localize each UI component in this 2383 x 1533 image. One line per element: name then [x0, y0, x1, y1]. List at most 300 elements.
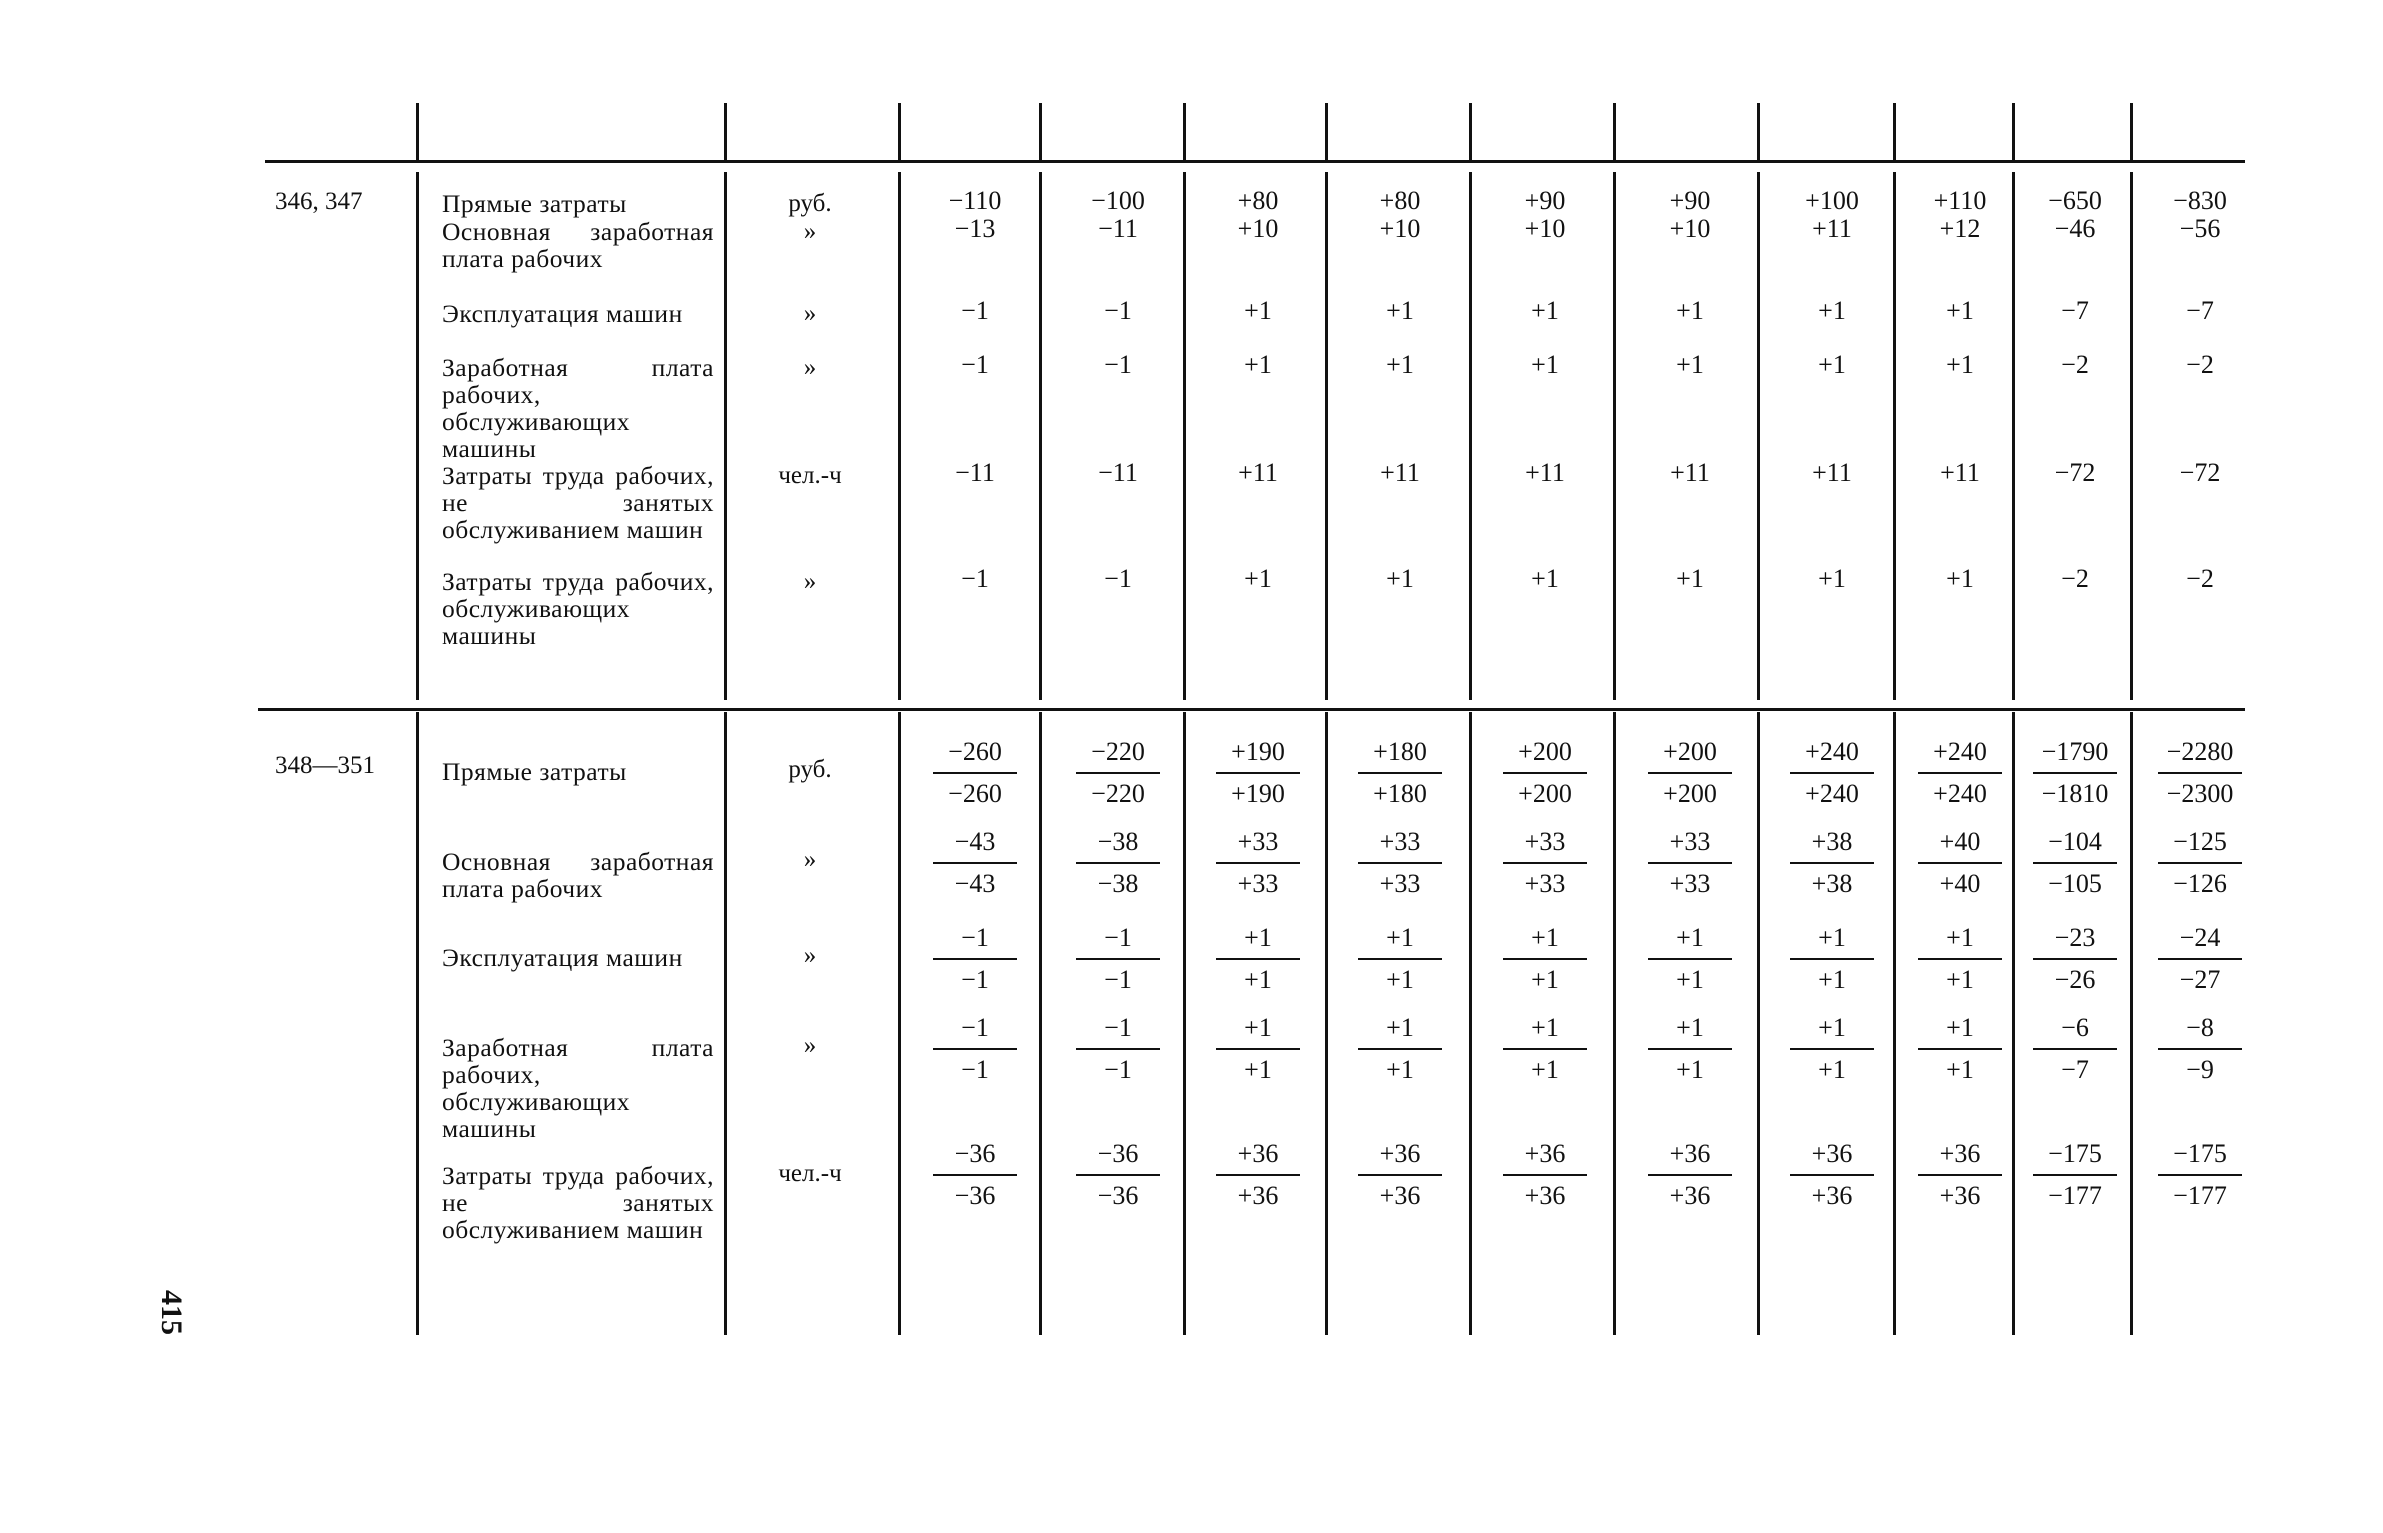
row-unit: »: [803, 846, 817, 873]
fraction-denominator: +1: [1676, 965, 1704, 994]
fraction-denominator: +240: [1805, 779, 1859, 808]
fraction-denominator: −177: [2048, 1181, 2102, 1210]
fraction-cell: [1485, 826, 1605, 900]
fraction-cell: [915, 922, 1035, 996]
fraction-cell: [915, 1138, 1035, 1212]
table-cell: +1: [1244, 564, 1272, 593]
fraction-numerator: −125: [2173, 827, 2227, 856]
fraction-denominator: −38: [1097, 869, 1139, 898]
table-cell: −1: [961, 564, 989, 593]
fraction-denominator: −27: [2179, 965, 2221, 994]
fraction-cell: [2015, 1012, 2135, 1086]
table-cell: −2: [2186, 564, 2214, 593]
table-cell: −46: [2054, 214, 2096, 243]
row-unit: »: [803, 1032, 817, 1059]
fraction-denominator: −9: [2186, 1055, 2214, 1084]
column-rule: [1893, 172, 1896, 700]
fraction-numerator: +1: [1676, 923, 1704, 952]
fraction-bar: [2033, 772, 2117, 774]
fraction-numerator: +36: [1237, 1139, 1279, 1168]
fraction-cell: [1340, 1012, 1460, 1086]
column-rule: [898, 103, 901, 160]
fraction-bar: [1790, 772, 1874, 774]
row-rule: [265, 160, 2245, 163]
fraction-numerator: +1: [1818, 923, 1846, 952]
column-rule: [1613, 172, 1616, 700]
fraction-cell: [1630, 1012, 1750, 1086]
fraction-bar: [1216, 772, 1300, 774]
fraction-numerator: +1: [1531, 1013, 1559, 1042]
fraction-cell: [1630, 736, 1750, 810]
fraction-denominator: +33: [1669, 869, 1711, 898]
row-unit: »: [803, 568, 817, 595]
fraction-cell: [2140, 1012, 2260, 1086]
fraction-numerator: +33: [1524, 827, 1566, 856]
fraction-bar: [1790, 862, 1874, 864]
fraction-denominator: −177: [2173, 1181, 2227, 1210]
fraction-cell: [1485, 736, 1605, 810]
fraction-numerator: −260: [948, 737, 1002, 766]
fraction-bar: [1358, 1048, 1442, 1050]
fraction-bar: [1918, 958, 2002, 960]
table-cell: −11: [1098, 458, 1138, 487]
fraction-bar: [1790, 958, 1874, 960]
fraction-cell: [1340, 922, 1460, 996]
column-rule: [1613, 712, 1616, 1335]
table-cell: −72: [2179, 458, 2221, 487]
fraction-denominator: −36: [954, 1181, 996, 1210]
fraction-numerator: +36: [1669, 1139, 1711, 1168]
fraction-bar: [1918, 862, 2002, 864]
fraction-cell: [1485, 1012, 1605, 1086]
fraction-bar: [1503, 1048, 1587, 1050]
row-label: Прямые затраты: [442, 189, 627, 218]
fraction-numerator: +1: [1386, 923, 1414, 952]
column-rule: [1757, 103, 1760, 160]
column-rule: [1183, 172, 1186, 700]
column-rule: [2012, 103, 2015, 160]
table-cell: +90: [1524, 186, 1566, 215]
fraction-cell: [915, 826, 1035, 900]
row-code: 346, 347: [275, 188, 363, 215]
fraction-denominator: +1: [1818, 965, 1846, 994]
column-rule: [1757, 172, 1760, 700]
fraction-bar: [1918, 772, 2002, 774]
fraction-bar: [1790, 1048, 1874, 1050]
fraction-numerator: +200: [1663, 737, 1717, 766]
fraction-bar: [2158, 772, 2242, 774]
fraction-denominator: −260: [948, 779, 1002, 808]
row-label: Основная заработная плата рабочих: [442, 217, 714, 273]
fraction-denominator: −105: [2048, 869, 2102, 898]
fraction-cell: [2015, 736, 2135, 810]
column-rule: [1757, 712, 1760, 1335]
fraction-numerator: −2280: [2166, 737, 2234, 766]
table-cell: +1: [1531, 564, 1559, 593]
column-rule: [1183, 103, 1186, 160]
table-cell: −110: [948, 186, 1002, 215]
fraction-numerator: −1: [961, 923, 989, 952]
table-cell: +10: [1379, 214, 1421, 243]
fraction-denominator: +240: [1933, 779, 1987, 808]
row-label: Затраты труда рабочих, обслуживающих машины: [442, 567, 714, 650]
table-cell: +1: [1946, 350, 1974, 379]
table-cell: −72: [2054, 458, 2096, 487]
row-label: Эксплуатация машин: [442, 299, 683, 328]
fraction-numerator: −38: [1097, 827, 1139, 856]
column-rule: [724, 712, 727, 1335]
fraction-bar: [2158, 1174, 2242, 1176]
fraction-numerator: −8: [2186, 1013, 2214, 1042]
fraction-cell: [1058, 1012, 1178, 1086]
fraction-numerator: +200: [1518, 737, 1572, 766]
column-rule: [1325, 172, 1328, 700]
fraction-bar: [1790, 1174, 1874, 1176]
fraction-numerator: +1: [1946, 1013, 1974, 1042]
fraction-numerator: −36: [1097, 1139, 1139, 1168]
table-cell: +10: [1237, 214, 1279, 243]
fraction-denominator: −1: [961, 965, 989, 994]
fraction-numerator: −1: [1104, 1013, 1132, 1042]
fraction-denominator: −36: [1097, 1181, 1139, 1210]
fraction-numerator: +1: [1818, 1013, 1846, 1042]
fraction-numerator: +40: [1939, 827, 1981, 856]
fraction-numerator: +240: [1805, 737, 1859, 766]
fraction-denominator: +1: [1946, 1055, 1974, 1084]
fraction-bar: [1076, 1048, 1160, 1050]
table-cell: +80: [1237, 186, 1279, 215]
fraction-cell: [1485, 922, 1605, 996]
column-rule: [724, 172, 727, 700]
fraction-bar: [1503, 958, 1587, 960]
fraction-denominator: −220: [1091, 779, 1145, 808]
fraction-numerator: +180: [1373, 737, 1427, 766]
fraction-denominator: −1810: [2041, 779, 2109, 808]
table-cell: +1: [1818, 296, 1846, 325]
table-cell: +1: [1531, 350, 1559, 379]
column-rule: [1325, 712, 1328, 1335]
table-cell: −7: [2061, 296, 2089, 325]
row-code: 348—351: [275, 752, 375, 779]
fraction-numerator: +36: [1524, 1139, 1566, 1168]
fraction-bar: [2033, 862, 2117, 864]
fraction-bar: [2158, 862, 2242, 864]
fraction-bar: [1216, 958, 1300, 960]
fraction-denominator: +180: [1373, 779, 1427, 808]
fraction-cell: [1058, 826, 1178, 900]
fraction-numerator: +240: [1933, 737, 1987, 766]
fraction-cell: [1630, 922, 1750, 996]
table-cell: −1: [961, 350, 989, 379]
table-cell: −2: [2061, 350, 2089, 379]
fraction-cell: [1630, 826, 1750, 900]
column-rule: [724, 103, 727, 160]
fraction-denominator: −1: [1104, 965, 1132, 994]
column-rule: [1893, 712, 1896, 1335]
fraction-denominator: +38: [1811, 869, 1853, 898]
fraction-numerator: −220: [1091, 737, 1145, 766]
table-cell: +1: [1676, 564, 1704, 593]
fraction-denominator: +1: [1386, 1055, 1414, 1084]
column-rule: [2012, 172, 2015, 700]
table-cell: +1: [1946, 564, 1974, 593]
fraction-numerator: −43: [954, 827, 996, 856]
fraction-denominator: +200: [1663, 779, 1717, 808]
table-cell: +1: [1946, 296, 1974, 325]
table-cell: +1: [1386, 350, 1414, 379]
table-cell: −2: [2061, 564, 2089, 593]
fraction-denominator: +1: [1531, 965, 1559, 994]
table-cell: +1: [1676, 296, 1704, 325]
table-cell: −650: [2048, 186, 2102, 215]
fraction-numerator: +1: [1244, 923, 1272, 952]
fraction-denominator: +1: [1244, 965, 1272, 994]
fraction-numerator: −1790: [2041, 737, 2109, 766]
fraction-cell: [2015, 922, 2135, 996]
fraction-denominator: +33: [1524, 869, 1566, 898]
fraction-cell: [915, 736, 1035, 810]
fraction-denominator: +200: [1518, 779, 1572, 808]
table-cell: +11: [1238, 458, 1278, 487]
column-rule: [416, 172, 419, 700]
column-rule: [416, 712, 419, 1335]
table-cell: +10: [1524, 214, 1566, 243]
fraction-numerator: −104: [2048, 827, 2102, 856]
row-label: Заработная плата рабочих, обслуживающих машины: [442, 1033, 714, 1143]
fraction-bar: [933, 1174, 1017, 1176]
fraction-cell: [1772, 826, 1892, 900]
fraction-bar: [2033, 1174, 2117, 1176]
row-unit: чел.-ч: [778, 1160, 842, 1187]
table-cell: −1: [1104, 350, 1132, 379]
fraction-bar: [2033, 1048, 2117, 1050]
fraction-cell: [1198, 1138, 1318, 1212]
table-cell: +11: [1812, 458, 1852, 487]
fraction-numerator: +1: [1676, 1013, 1704, 1042]
fraction-bar: [1918, 1174, 2002, 1176]
table-cell: −2: [2186, 350, 2214, 379]
row-unit: чел.-ч: [778, 462, 842, 489]
column-rule: [1893, 103, 1896, 160]
fraction-cell: [1340, 736, 1460, 810]
column-rule: [1039, 712, 1042, 1335]
fraction-numerator: +1: [1946, 923, 1974, 952]
fraction-denominator: +36: [1939, 1181, 1981, 1210]
table-cell: −100: [1091, 186, 1145, 215]
table-cell: +100: [1805, 186, 1859, 215]
column-rule: [1325, 103, 1328, 160]
fraction-denominator: +36: [1524, 1181, 1566, 1210]
fraction-denominator: +36: [1237, 1181, 1279, 1210]
fraction-numerator: +1: [1531, 923, 1559, 952]
table-cell: +90: [1669, 186, 1711, 215]
table-cell: +1: [1386, 296, 1414, 325]
fraction-cell: [1340, 826, 1460, 900]
fraction-denominator: +1: [1244, 1055, 1272, 1084]
fraction-numerator: −24: [2179, 923, 2221, 952]
table-cell: −830: [2173, 186, 2227, 215]
fraction-numerator: +33: [1237, 827, 1279, 856]
fraction-bar: [1216, 1174, 1300, 1176]
fraction-cell: [1340, 1138, 1460, 1212]
fraction-cell: [1058, 736, 1178, 810]
fraction-numerator: +36: [1939, 1139, 1981, 1168]
column-rule: [898, 172, 901, 700]
row-rule: [258, 708, 2245, 711]
fraction-denominator: +40: [1939, 869, 1981, 898]
fraction-bar: [1503, 772, 1587, 774]
fraction-numerator: +1: [1386, 1013, 1414, 1042]
fraction-bar: [1076, 958, 1160, 960]
fraction-denominator: −7: [2061, 1055, 2089, 1084]
fraction-denominator: −43: [954, 869, 996, 898]
fraction-cell: [2015, 826, 2135, 900]
fraction-cell: [2140, 922, 2260, 996]
fraction-denominator: −1: [961, 1055, 989, 1084]
table-cell: −7: [2186, 296, 2214, 325]
fraction-bar: [2033, 958, 2117, 960]
fraction-denominator: +1: [1946, 965, 1974, 994]
fraction-bar: [933, 862, 1017, 864]
fraction-numerator: −175: [2173, 1139, 2227, 1168]
fraction-bar: [1216, 862, 1300, 864]
fraction-bar: [1076, 862, 1160, 864]
fraction-numerator: −1: [1104, 923, 1132, 952]
fraction-numerator: +33: [1669, 827, 1711, 856]
table-cell: +1: [1818, 350, 1846, 379]
fraction-cell: [2140, 826, 2260, 900]
fraction-bar: [1648, 1174, 1732, 1176]
column-rule: [1469, 712, 1472, 1335]
fraction-bar: [1358, 862, 1442, 864]
fraction-denominator: +36: [1811, 1181, 1853, 1210]
row-label: Эксплуатация машин: [442, 943, 683, 972]
fraction-cell: [2140, 1138, 2260, 1212]
fraction-denominator: +36: [1669, 1181, 1711, 1210]
fraction-bar: [1216, 1048, 1300, 1050]
row-label: Заработная плата рабочих, обслуживающих машины: [442, 353, 714, 463]
fraction-cell: [1772, 736, 1892, 810]
fraction-bar: [933, 958, 1017, 960]
fraction-cell: [1198, 1012, 1318, 1086]
column-rule: [1469, 172, 1472, 700]
row-label: Прямые затраты: [442, 757, 627, 786]
fraction-numerator: +38: [1811, 827, 1853, 856]
fraction-cell: [1900, 1138, 2020, 1212]
fraction-denominator: +1: [1676, 1055, 1704, 1084]
fraction-denominator: +1: [1386, 965, 1414, 994]
fraction-bar: [1503, 1174, 1587, 1176]
fraction-cell: [1900, 922, 2020, 996]
fraction-bar: [1503, 862, 1587, 864]
row-unit: »: [803, 218, 817, 245]
fraction-bar: [2158, 958, 2242, 960]
table-cell: +10: [1669, 214, 1711, 243]
fraction-denominator: −1: [1104, 1055, 1132, 1084]
column-rule: [1613, 103, 1616, 160]
fraction-numerator: +36: [1811, 1139, 1853, 1168]
fraction-cell: [1630, 1138, 1750, 1212]
fraction-numerator: −6: [2061, 1013, 2089, 1042]
table-cell: +11: [1670, 458, 1710, 487]
row-label: Затраты труда рабочих, не занятых обслуживанием машин: [442, 461, 714, 544]
table-cell: +1: [1531, 296, 1559, 325]
fraction-bar: [1076, 772, 1160, 774]
fraction-bar: [1358, 772, 1442, 774]
fraction-denominator: +1: [1531, 1055, 1559, 1084]
row-unit: »: [803, 942, 817, 969]
table-cell: +11: [1812, 214, 1852, 243]
fraction-bar: [1648, 958, 1732, 960]
fraction-denominator: +33: [1379, 869, 1421, 898]
fraction-numerator: +190: [1231, 737, 1285, 766]
table-cell: −1: [1104, 564, 1132, 593]
table-cell: +80: [1379, 186, 1421, 215]
fraction-denominator: −126: [2173, 869, 2227, 898]
fraction-bar: [1918, 1048, 2002, 1050]
table-cell: +1: [1386, 564, 1414, 593]
fraction-cell: [1198, 826, 1318, 900]
column-rule: [1183, 712, 1186, 1335]
fraction-bar: [933, 772, 1017, 774]
table-cell: +11: [1525, 458, 1565, 487]
table-cell: +110: [1933, 186, 1987, 215]
fraction-bar: [1358, 958, 1442, 960]
row-unit: руб.: [788, 756, 832, 783]
page-number: 415: [155, 1290, 188, 1335]
fraction-numerator: +1: [1244, 1013, 1272, 1042]
row-unit: »: [803, 300, 817, 327]
row-unit: »: [803, 354, 817, 381]
fraction-bar: [1648, 862, 1732, 864]
row-label: Затраты труда рабочих, не занятых обслуживанием машин: [442, 1161, 714, 1244]
fraction-bar: [1648, 772, 1732, 774]
fraction-cell: [1772, 1012, 1892, 1086]
fraction-denominator: +33: [1237, 869, 1279, 898]
fraction-bar: [1648, 1048, 1732, 1050]
table-cell: +12: [1939, 214, 1981, 243]
fraction-numerator: −23: [2054, 923, 2096, 952]
column-rule: [1039, 103, 1042, 160]
fraction-numerator: −1: [961, 1013, 989, 1042]
table-cell: −11: [1098, 214, 1138, 243]
column-rule: [2130, 172, 2133, 700]
fraction-denominator: −2300: [2166, 779, 2234, 808]
column-rule: [2130, 103, 2133, 160]
fraction-cell: [1485, 1138, 1605, 1212]
table-cell: −13: [954, 214, 996, 243]
row-unit: руб.: [788, 190, 832, 217]
fraction-denominator: +1: [1818, 1055, 1846, 1084]
table-cell: −1: [1104, 296, 1132, 325]
fraction-cell: [2140, 736, 2260, 810]
fraction-bar: [2158, 1048, 2242, 1050]
fraction-cell: [915, 1012, 1035, 1086]
table-cell: +1: [1818, 564, 1846, 593]
fraction-bar: [1358, 1174, 1442, 1176]
fraction-numerator: −175: [2048, 1139, 2102, 1168]
table-cell: −1: [961, 296, 989, 325]
fraction-denominator: +36: [1379, 1181, 1421, 1210]
fraction-cell: [1772, 922, 1892, 996]
fraction-cell: [2015, 1138, 2135, 1212]
column-rule: [1039, 172, 1042, 700]
fraction-numerator: +33: [1379, 827, 1421, 856]
fraction-cell: [1900, 736, 2020, 810]
table-cell: +11: [1940, 458, 1980, 487]
table-cell: −56: [2179, 214, 2221, 243]
row-label: Основная заработная плата рабочих: [442, 847, 714, 903]
